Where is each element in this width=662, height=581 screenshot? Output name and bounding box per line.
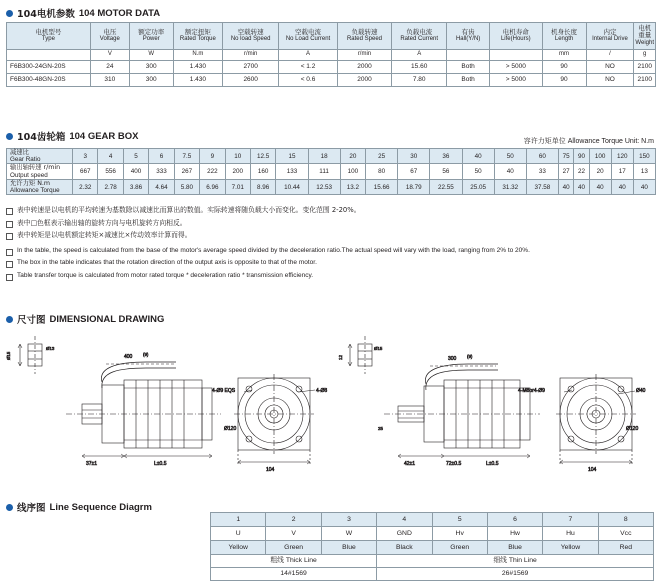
- motor-col-weight-cn: 电机重量: [638, 24, 652, 40]
- svg-text:Ø15: Ø15: [374, 346, 383, 351]
- line-number-cell: 7: [543, 513, 598, 527]
- motor-unit-life: [490, 49, 542, 60]
- bullet-icon: [6, 10, 13, 17]
- svg-text:(9): (9): [467, 354, 473, 359]
- motor-col-rated-current-en: Rated Current: [400, 36, 439, 43]
- motor-front-view-right: [556, 374, 639, 454]
- motor-col-internal-drive-cn: 内定: [603, 27, 617, 36]
- output-speed-cell: 267: [174, 164, 199, 179]
- output-speed-cell: 56: [430, 164, 462, 179]
- gear-ratio-cell: 7.5: [174, 149, 199, 164]
- thick-line-group: [211, 555, 377, 568]
- thin-line-spec: 26#1569: [377, 568, 654, 581]
- output-speed-row: [7, 164, 656, 179]
- motor-col-rated-torque-cn: 额定扭矩: [184, 27, 211, 36]
- bullet-icon: [6, 504, 13, 511]
- motor-cell-voltage: 310: [90, 73, 129, 86]
- output-speed-cell: 20: [589, 164, 611, 179]
- motor-col-length-en: Length: [554, 36, 574, 43]
- bullet-icon: [6, 133, 13, 140]
- motor-col-weight-en: Weight: [635, 39, 654, 46]
- motor-table-units-row: [7, 49, 656, 60]
- svg-text:104: 104: [588, 467, 597, 473]
- output-speed-label-en: Output speed: [10, 171, 48, 179]
- thick-line-spec: 14#1569: [211, 568, 377, 581]
- dimensional-drawing-area: [6, 330, 656, 490]
- line-number-cell: 1: [211, 513, 266, 527]
- motor-cell-length: 90: [542, 60, 586, 73]
- allowance-torque-cell: 25.05: [462, 179, 494, 194]
- output-speed-cell: 50: [462, 164, 494, 179]
- motor-cell-weight: 2100: [634, 73, 656, 86]
- line-signal-cell: W: [321, 527, 376, 541]
- gear-ratio-cell: 3: [73, 149, 98, 164]
- motor-unit-noload-speed: r/min: [223, 49, 279, 60]
- gear-ratio-cell: 20: [340, 149, 365, 164]
- thick-line-cn: 粗线: [270, 556, 284, 565]
- motor-col-hall: [447, 23, 490, 50]
- dimensional-heading-cn: 尺寸图: [17, 315, 46, 326]
- square-bullet-icon: [6, 274, 13, 281]
- output-speed-label: [7, 164, 73, 179]
- motor-cell-weight: 2100: [634, 60, 656, 73]
- svg-text:25: 25: [378, 426, 383, 431]
- motor-cell-life: > 5000: [490, 73, 542, 86]
- gear-ratio-cell: 5: [123, 149, 148, 164]
- motor-col-rated-speed-en: Rated Speed: [346, 36, 382, 43]
- motor-unit-hall: [447, 49, 490, 60]
- motor-col-voltage: [90, 23, 129, 50]
- motor-col-power: [129, 23, 173, 50]
- allowance-torque-cell: 40: [611, 179, 633, 194]
- output-speed-cell: 13: [633, 164, 655, 179]
- allowance-torque-cell: 7.01: [225, 179, 250, 194]
- motor-cell-power: 300: [129, 60, 173, 73]
- thin-line-cn: 细线: [493, 556, 507, 565]
- table-row: [7, 60, 656, 73]
- square-bullet-icon: [6, 221, 13, 228]
- motor-data-heading: [6, 6, 160, 20]
- motor-col-type-en: Type: [41, 36, 55, 43]
- output-speed-cell: 160: [250, 164, 275, 179]
- svg-text:Ø40: Ø40: [636, 388, 646, 394]
- motor-col-life: [490, 23, 542, 50]
- output-speed-cell: 111: [308, 164, 340, 179]
- thick-line-en: Thick Line: [285, 557, 317, 565]
- allowance-torque-unit-en: Allowance Torque Unit: N.m: [567, 138, 654, 145]
- gear-ratio-cell: 50: [494, 149, 526, 164]
- line-number-cell: 8: [598, 513, 653, 527]
- svg-text:Ø120: Ø120: [626, 426, 639, 432]
- left-shaft-detail: [18, 336, 42, 374]
- allowance-torque-label: [7, 179, 73, 194]
- motor-cell-power: 300: [129, 73, 173, 86]
- svg-text:4-Ø8: 4-Ø8: [316, 388, 328, 394]
- gear-ratio-label-cn: 减速比: [10, 149, 29, 156]
- allowance-torque-cell: 3.86: [123, 179, 148, 194]
- gear-ratio-label: [7, 149, 73, 164]
- svg-text:Ø13: Ø13: [46, 346, 55, 351]
- motor-cell-hall: Both: [447, 60, 490, 73]
- svg-text:4-M8or4-Ø9: 4-M8or4-Ø9: [518, 388, 545, 394]
- allowance-torque-row: [7, 179, 656, 194]
- svg-text:300: 300: [448, 356, 457, 362]
- line-signal-cell: GND: [377, 527, 432, 541]
- motor-col-rated-current: [392, 23, 447, 50]
- motor-cell-rated-current: 7.80: [392, 73, 447, 86]
- motor-cell-rated-torque: 1.430: [173, 60, 222, 73]
- line-number-cell: 2: [266, 513, 321, 527]
- svg-text:Ø15: Ø15: [6, 351, 11, 360]
- motor-col-internal-drive-en: Internal Drive: [592, 36, 628, 43]
- motor-col-noload-current-en: No Load Current: [285, 36, 331, 43]
- svg-text:42±1: 42±1: [404, 461, 416, 467]
- motor-col-rated-speed: [337, 23, 392, 50]
- allowance-torque-cell: 40: [589, 179, 611, 194]
- gear-ratio-cell: 6: [149, 149, 174, 164]
- output-speed-cell: 40: [494, 164, 526, 179]
- line-color-cell: Green: [266, 541, 321, 555]
- motor-col-voltage-en: Voltage: [99, 36, 120, 43]
- thin-line-en: Thin Line: [508, 557, 537, 565]
- motor-front-view-left: [234, 374, 314, 454]
- motor-unit-rated-speed: r/min: [337, 49, 392, 60]
- motor-data-heading-en: 104 MOTOR DATA: [78, 7, 161, 19]
- gear-ratio-cell: 60: [526, 149, 558, 164]
- motor-cell-internal-drive: NO: [586, 73, 634, 86]
- motor-col-noload-current: [279, 23, 337, 50]
- motor-data-table: [6, 22, 656, 87]
- motor-col-voltage-cn: 电压: [103, 27, 117, 36]
- motor-table-header-row: [7, 23, 656, 50]
- gearbox-heading-en: 104 GEAR BOX: [69, 130, 139, 142]
- gear-ratio-cell: 100: [589, 149, 611, 164]
- motor-col-rated-speed-cn: 负载转速: [351, 27, 378, 36]
- svg-text:400: 400: [124, 354, 133, 360]
- motor-col-rated-torque-en: Rated Torque: [179, 36, 216, 43]
- output-speed-cell: 133: [276, 164, 308, 179]
- note-text: 表中转矩是以电机额定转矩×减速比×传动效率计算而得。: [17, 231, 192, 240]
- svg-text:L±0.5: L±0.5: [154, 461, 167, 467]
- motor-unit-weight: g: [634, 49, 656, 60]
- svg-text:4-Ø9 EQS: 4-Ø9 EQS: [212, 388, 236, 394]
- output-speed-cell: 222: [200, 164, 225, 179]
- motor-col-rated-current-cn: 负载电流: [406, 27, 433, 36]
- line-signal-cell: Hu: [543, 527, 598, 541]
- allowance-torque-cell: 13.2: [340, 179, 365, 194]
- allowance-torque-label-cn: 允许力矩 N.m: [10, 179, 51, 187]
- square-bullet-icon: [6, 208, 13, 215]
- svg-text:(9): (9): [143, 352, 149, 357]
- note-text: 表中□色框表示输出轴的旋转方向与电机旋转方向相反。: [17, 218, 187, 227]
- allowance-torque-cell: 5.80: [174, 179, 199, 194]
- output-speed-cell: 100: [340, 164, 365, 179]
- output-speed-cell: 80: [366, 164, 398, 179]
- motor-side-view-right: [384, 380, 540, 448]
- thin-line-group: [377, 555, 654, 568]
- motor-unit-rated-torque: N.m: [173, 49, 222, 60]
- line-color-row: [211, 541, 654, 555]
- line-color-cell: Green: [432, 541, 487, 555]
- line-number-row: [211, 513, 654, 527]
- motor-col-type: [7, 23, 91, 50]
- line-signal-cell: Vcc: [598, 527, 653, 541]
- output-speed-cell: 333: [149, 164, 174, 179]
- gearbox-heading: [6, 129, 139, 143]
- motor-col-power-cn: 额定功率: [138, 27, 165, 36]
- motor-unit-rated-current: A: [392, 49, 447, 60]
- note-item: [6, 231, 654, 240]
- motor-cell-noload-current: < 0.6: [279, 73, 337, 86]
- allowance-torque-cell: 6.96: [200, 179, 225, 194]
- motor-col-noload-speed: [223, 23, 279, 50]
- motor-col-noload-current-cn: 空载电流: [295, 27, 322, 36]
- note-item: [6, 247, 654, 256]
- motor-col-length-cn: 机身长度: [551, 27, 578, 36]
- allowance-torque-label-en: Allowance Torque: [10, 187, 60, 195]
- allowance-torque-cell: 18.79: [398, 179, 430, 194]
- line-sequence-heading: [6, 500, 152, 514]
- motor-cell-voltage: 24: [90, 60, 129, 73]
- dimensional-drawing-svg: [6, 330, 656, 490]
- dimensional-drawing-heading: [6, 312, 164, 326]
- output-speed-cell: 667: [73, 164, 98, 179]
- motor-col-life-cn: 电机寿命: [502, 27, 529, 36]
- motor-unit-internal-drive: /: [586, 49, 634, 60]
- output-speed-cell: 200: [225, 164, 250, 179]
- table-row: [7, 73, 656, 86]
- motor-col-length: [542, 23, 586, 50]
- gear-ratio-cell: 120: [611, 149, 633, 164]
- line-signal-cell: Hw: [487, 527, 542, 541]
- allowance-torque-cell: 31.32: [494, 179, 526, 194]
- motor-unit-length: mm: [542, 49, 586, 60]
- svg-text:104: 104: [266, 467, 275, 473]
- allowance-torque-cell: 4.64: [149, 179, 174, 194]
- motor-col-internal-drive: [586, 23, 634, 50]
- gear-ratio-label-en: Gear Ratio: [10, 156, 41, 164]
- line-color-cell: Blue: [487, 541, 542, 555]
- allowance-torque-cell: 12.53: [308, 179, 340, 194]
- allowance-torque-cell: 8.96: [250, 179, 275, 194]
- gear-ratio-cell: 10: [225, 149, 250, 164]
- note-text: Table transfer torque is calculated from motor rated torque * deceleration ratio * transmission efficiency.: [17, 271, 314, 279]
- line-color-cell: Yellow: [211, 541, 266, 555]
- note-item: [6, 219, 654, 228]
- allowance-torque-cell: 40: [558, 179, 573, 194]
- motor-cell-rated-torque: 1.430: [173, 73, 222, 86]
- allowance-torque-cell: 40: [574, 179, 589, 194]
- motor-col-noload-speed-cn: 空载转速: [237, 27, 264, 36]
- allowance-torque-unit: [524, 136, 654, 146]
- motor-cell-length: 90: [542, 73, 586, 86]
- square-bullet-icon: [6, 261, 13, 268]
- output-speed-cell: 22: [574, 164, 589, 179]
- motor-col-hall-en: Hall(Y/N): [455, 36, 481, 43]
- note-item: [6, 206, 654, 215]
- motor-unit-type: [7, 49, 91, 60]
- motor-cell-rated-speed: 2000: [337, 60, 392, 73]
- motor-cell-rated-speed: 2000: [337, 73, 392, 86]
- motor-cell-noload-speed: 2700: [223, 60, 279, 73]
- motor-cell-internal-drive: NO: [586, 60, 634, 73]
- line-color-cell: Blue: [321, 541, 376, 555]
- motor-side-view: [66, 380, 221, 448]
- motor-unit-power: W: [129, 49, 173, 60]
- allowance-torque-cell: 22.55: [430, 179, 462, 194]
- motor-col-noload-speed-en: No load Speed: [230, 36, 271, 43]
- gearbox-heading-cn: 104齿轮箱: [17, 132, 66, 143]
- gear-ratio-cell: 12.5: [250, 149, 275, 164]
- allowance-torque-cell: 2.78: [98, 179, 123, 194]
- gear-ratio-cell: 15: [276, 149, 308, 164]
- line-signal-cell: U: [211, 527, 266, 541]
- motor-col-weight: [634, 23, 656, 50]
- note-item: [6, 259, 654, 268]
- line-signal-cell: V: [266, 527, 321, 541]
- line-signal-row: [211, 527, 654, 541]
- note-text: In the table, the speed is calculated from the base of the motor's average speed divided by the deceleration ratio.The actual speed will vary with the load, ranging from 2% to 20%.: [17, 246, 530, 254]
- output-speed-label-cn: 输出轴转速 r/min: [10, 164, 61, 172]
- svg-text:12: 12: [338, 355, 343, 360]
- allowance-torque-cell: 10.44: [276, 179, 308, 194]
- motor-unit-noload-current: A: [279, 49, 337, 60]
- output-speed-cell: 556: [98, 164, 123, 179]
- motor-col-rated-torque: [173, 23, 222, 50]
- gear-ratio-cell: 30: [398, 149, 430, 164]
- allowance-torque-cell: 37.58: [526, 179, 558, 194]
- motor-col-type-cn: 电机型号: [35, 27, 62, 36]
- bullet-icon: [6, 316, 13, 323]
- motor-col-life-en: Life(Hours): [500, 36, 531, 43]
- motor-unit-voltage: V: [90, 49, 129, 60]
- line-number-cell: 4: [377, 513, 432, 527]
- allowance-torque-cell: 15.66: [366, 179, 398, 194]
- motor-col-hall-cn: 有齿: [461, 27, 475, 36]
- motor-cell-noload-speed: 2600: [223, 73, 279, 86]
- svg-text:L±0.5: L±0.5: [486, 461, 499, 467]
- svg-text:Ø120: Ø120: [224, 426, 237, 432]
- square-bullet-icon: [6, 233, 13, 240]
- motor-cell-type: F6B300-24GN-20S: [7, 60, 91, 73]
- motor-col-power-en: Power: [142, 36, 160, 43]
- line-spec-row: [211, 568, 654, 581]
- motor-cell-noload-current: < 1.2: [279, 60, 337, 73]
- motor-cell-type: F6B300-48GN-20S: [7, 73, 91, 86]
- note-text: 表中转速是以电机的平均转速为基数除以减速比而算出的数值。实际转速将随负载大小而变化。变化范围 2-20%。: [17, 206, 361, 214]
- notes-block: [6, 206, 654, 284]
- gear-ratio-cell: 18: [308, 149, 340, 164]
- gear-ratio-cell: 90: [574, 149, 589, 164]
- dimensional-heading-en: DIMENSIONAL DRAWING: [49, 313, 165, 325]
- line-group-row: [211, 555, 654, 568]
- svg-text:72±0.5: 72±0.5: [446, 461, 462, 467]
- line-sequence-heading-en: Line Sequence Diagrm: [49, 501, 152, 513]
- gearbox-table: [6, 148, 656, 195]
- line-signal-cell: Hv: [432, 527, 487, 541]
- line-sequence-heading-cn: 线序图: [17, 503, 46, 514]
- gear-ratio-cell: 150: [633, 149, 655, 164]
- output-speed-cell: 400: [123, 164, 148, 179]
- motor-cell-rated-current: 15.60: [392, 60, 447, 73]
- output-speed-cell: 67: [398, 164, 430, 179]
- line-sequence-table: [210, 512, 654, 581]
- gear-ratio-cell: 4: [98, 149, 123, 164]
- output-speed-cell: 17: [611, 164, 633, 179]
- allowance-torque-unit-cn: 容许力矩单位: [523, 137, 566, 145]
- gear-ratio-cell: 75: [558, 149, 573, 164]
- gear-ratio-cell: 25: [366, 149, 398, 164]
- output-speed-cell: 27: [558, 164, 573, 179]
- square-bullet-icon: [6, 249, 13, 256]
- allowance-torque-cell: 2.32: [73, 179, 98, 194]
- gear-ratio-cell: 40: [462, 149, 494, 164]
- line-number-cell: 6: [487, 513, 542, 527]
- gear-ratio-cell: 9: [200, 149, 225, 164]
- svg-text:37±1: 37±1: [86, 461, 98, 467]
- output-speed-cell: 33: [526, 164, 558, 179]
- motor-data-heading-cn: 104电机参数: [17, 9, 75, 20]
- line-number-cell: 3: [321, 513, 376, 527]
- right-shaft-detail: [348, 336, 372, 374]
- note-item: [6, 272, 654, 281]
- gear-ratio-row: [7, 149, 656, 164]
- allowance-torque-cell: 40: [633, 179, 655, 194]
- gear-ratio-cell: 36: [430, 149, 462, 164]
- line-color-cell: Yellow: [543, 541, 598, 555]
- motor-cell-life: > 5000: [490, 60, 542, 73]
- motor-cell-hall: Both: [447, 73, 490, 86]
- line-number-cell: 5: [432, 513, 487, 527]
- line-color-cell: Black: [377, 541, 432, 555]
- line-color-cell: Red: [598, 541, 653, 555]
- note-text: The box in the table indicates that the rotation direction of the output axis is opposite to that of the motor.: [17, 259, 317, 267]
